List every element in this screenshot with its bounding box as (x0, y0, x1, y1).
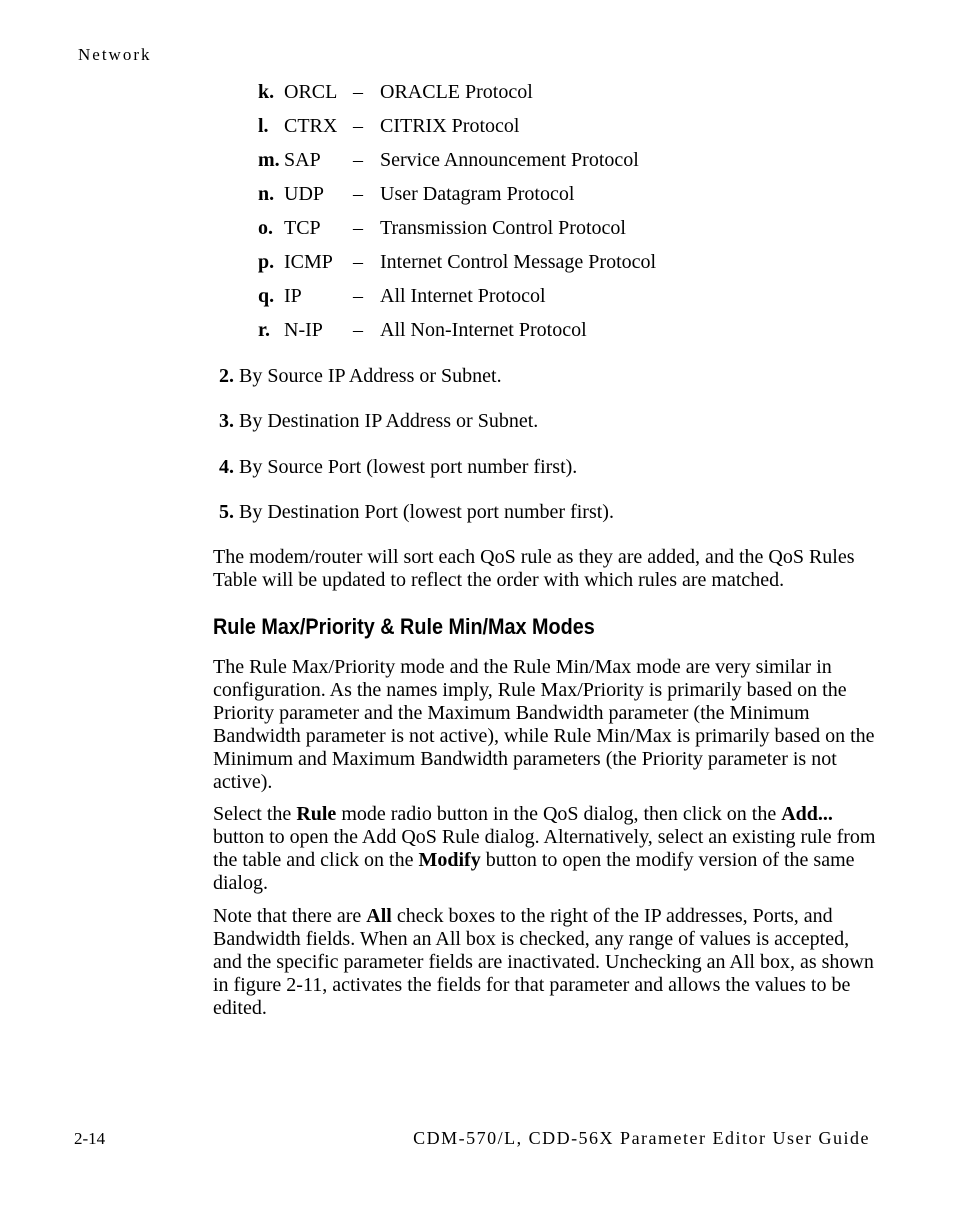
protocol-desc: Transmission Control Protocol (380, 217, 626, 239)
item-letter: m. (258, 149, 280, 171)
item-number: 4. (219, 456, 234, 478)
item-text: By Destination Port (lowest port number first). (239, 501, 614, 523)
section-heading: Rule Max/Priority & Rule Min/Max Modes (213, 614, 595, 639)
dash: – (353, 81, 363, 103)
text: Note that there are (213, 905, 367, 927)
protocol-desc: Internet Control Message Protocol (380, 251, 657, 273)
protocol-desc: All Internet Protocol (380, 285, 546, 307)
bold-term-all: All (366, 905, 392, 927)
sort-paragraph: The modem/router will sort each QoS rule as they are added, and the QoS Rules Table will be updated to reflect the order with which rules are matched. (213, 546, 855, 591)
protocol-desc: All Non-Internet Protocol (380, 319, 587, 341)
item-number: 3. (219, 410, 234, 432)
protocol-abbr: CTRX (284, 115, 338, 137)
item-letter: p. (258, 251, 275, 273)
page-number: 2-14 (74, 1129, 106, 1148)
text: button to open the modify version of the same dialog. (213, 849, 855, 894)
item-text: By Source Port (lowest port number first). (239, 456, 578, 478)
item-letter: n. (258, 183, 275, 205)
protocol-abbr: UDP (284, 183, 325, 205)
protocol-desc: Service Announcement Protocol (380, 149, 639, 171)
item-number: 2. (219, 365, 234, 387)
dash: – (353, 183, 363, 205)
running-header: Network (78, 45, 152, 64)
item-text: By Source IP Address or Subnet. (239, 365, 502, 387)
text: check boxes to the right of the IP addresses, Ports, and Bandwidth fields. When an All box is checked, any range of values is accepted, and the specific parameter fields are inactivated. Unchecking an All box, as shown in figure 2-11, activates the fields for that parameter and allows the values to be edited. (213, 905, 874, 1019)
protocol-desc: User Datagram Protocol (380, 183, 575, 205)
bold-term-modify: Modify (418, 849, 481, 871)
list-item (219, 500, 614, 524)
protocol-desc: CITRIX Protocol (380, 115, 520, 137)
text: Select the (213, 803, 297, 825)
protocol-abbr: SAP (284, 149, 321, 171)
protocol-abbr: ORCL (284, 81, 338, 103)
bold-term-add: Add... (781, 803, 833, 825)
dash: – (353, 149, 363, 171)
paragraph-all-checkboxes (213, 905, 877, 1020)
item-number: 5. (219, 501, 234, 523)
dash: – (353, 217, 363, 239)
list-item (219, 409, 538, 433)
list-item (219, 364, 502, 388)
bold-term-rule: Rule (296, 803, 337, 825)
item-letter: o. (258, 217, 273, 239)
protocol-abbr: ICMP (284, 251, 333, 273)
paragraph-modes: The Rule Max/Priority mode and the Rule Min/Max mode are very similar in configuration. As the names imply, Rule Max/Priority is primarily based on the Priority parameter and the Maximum Bandwidth parameter (the Minimum Bandwidth parameter is not active), while Rule Min/Max is primarily based on the Minimum and Maximum Bandwidth parameters (the Priority parameter is not active). (213, 656, 875, 793)
protocol-abbr: N-IP (284, 319, 323, 341)
item-letter: l. (258, 115, 269, 137)
dash: – (353, 115, 363, 137)
item-text: By Destination IP Address or Subnet. (239, 410, 539, 432)
paragraph-select-rule (213, 803, 877, 895)
protocol-abbr: TCP (284, 217, 321, 239)
list-item (219, 455, 577, 479)
guide-title: CDM-570/L, CDD-56X Parameter Editor User Guide (413, 1128, 870, 1148)
item-letter: k. (258, 81, 275, 103)
dash: – (353, 319, 363, 341)
text: mode radio button in the QoS dialog, then click on the (336, 803, 782, 825)
text: button to open the Add QoS Rule dialog. Alternatively, select an existing rule from the table and click on the (213, 826, 876, 871)
item-letter: r. (258, 319, 271, 341)
protocol-abbr: IP (284, 285, 302, 307)
item-letter: q. (258, 285, 275, 307)
protocol-desc: ORACLE Protocol (380, 81, 533, 103)
dash: – (353, 251, 363, 273)
dash: – (353, 285, 363, 307)
